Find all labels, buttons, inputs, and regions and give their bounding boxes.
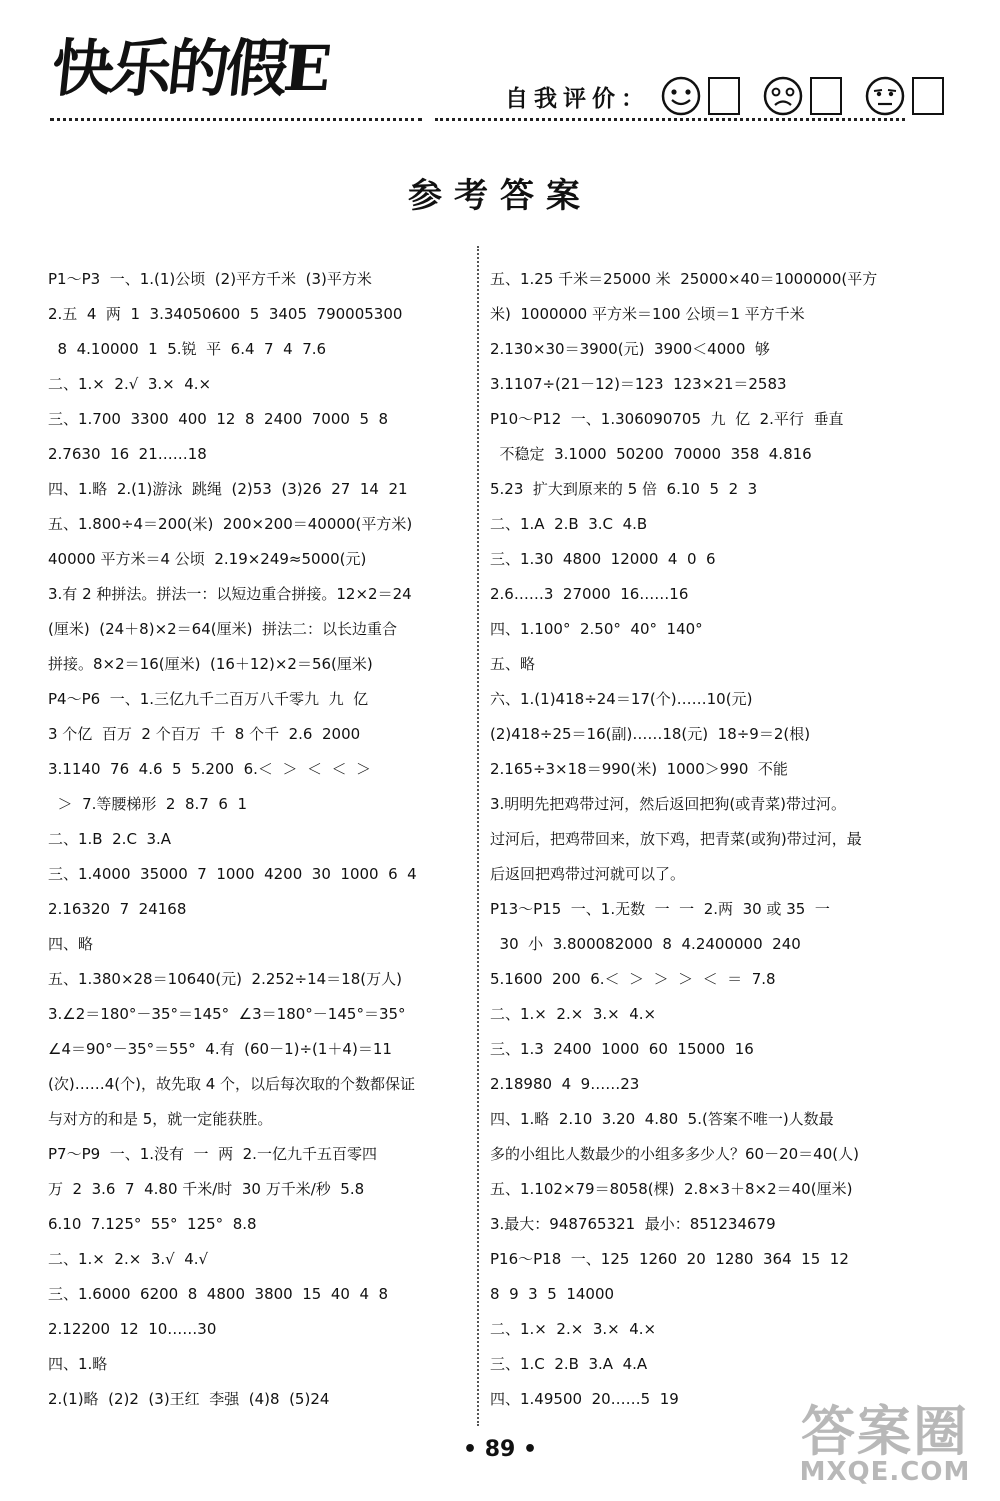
- answer-line: 五、略: [490, 655, 536, 673]
- watermark: [795, 1400, 975, 1487]
- book-logo: 快乐的假E: [48, 32, 332, 105]
- answer-line: 3.明明先把鸡带过河，然后返回把狗(或青菜)带过河。: [490, 795, 847, 813]
- answer-line: 6.10 7.125° 55° 125° 8.8: [48, 1215, 257, 1233]
- answer-line: 四、略: [48, 935, 94, 953]
- column-divider: [477, 246, 479, 1426]
- answer-line: 二、1.× 2.× 3.× 4.×: [490, 1320, 657, 1338]
- answer-line: 后返回把鸡带过河就可以了。: [490, 865, 686, 883]
- answer-line: 3.有 2 种拼法。拼法一：以短边重合拼接。12×2＝24: [48, 585, 412, 603]
- answer-line: 二、1.B 2.C 3.A: [48, 830, 172, 848]
- answer-line: 五、1.102×79＝8058(棵) 2.8×3＋8×2＝40(厘米): [490, 1180, 853, 1198]
- answer-line: 2.(1)略 (2)2 (3)王红 李强 (4)8 (5)24: [48, 1390, 330, 1408]
- answer-line: P10～P12 一、1.306090705 九 亿 2.平行 垂直: [490, 410, 844, 428]
- answer-line: 二、1.× 2.√ 3.× 4.×: [48, 375, 212, 393]
- watermark-text: 答案圈: [801, 1400, 969, 1463]
- answer-line: 二、1.A 2.B 3.C 4.B: [490, 515, 648, 533]
- answer-line: 三、1.30 4800 12000 4 0 6: [490, 550, 716, 568]
- answer-line: 3.1140 76 4.6 5 5.200 6.＜ ＞ ＜ ＜ ＞: [48, 760, 372, 778]
- answer-line: 3.∠2＝180°－35°＝145° ∠3＝180°－145°＝35°: [48, 1005, 406, 1023]
- answer-line: 四、1.略 2.(1)游泳 跳绳 (2)53 (3)26 27 14 21: [48, 480, 408, 498]
- answer-line: (厘米) (24＋8)×2＝64(厘米) 拼法二：以长边重合: [48, 620, 398, 638]
- answer-line: 3.最大：948765321 最小：851234679: [490, 1215, 776, 1233]
- answer-line: 四、1.略 2.10 3.20 4.80 5.(答案不唯一)人数最: [490, 1110, 834, 1128]
- answer-line: P13～P15 一、1.无数 一 一 2.两 30 或 35 一: [490, 900, 830, 918]
- answer-line: 二、1.× 2.× 3.× 4.×: [490, 1005, 657, 1023]
- answer-line: 不稳定 3.1000 50200 70000 358 4.816: [490, 445, 812, 463]
- answer-line: 三、1.6000 6200 8 4800 3800 15 40 4 8: [48, 1285, 389, 1303]
- sad-face-icon: [762, 75, 804, 117]
- self-evaluation-label: 自我评价：: [505, 84, 650, 112]
- sad-check-box[interactable]: [810, 77, 842, 115]
- answer-line: 8 4.10000 1 5.锐 平 6.4 7 4 7.6: [48, 340, 327, 358]
- answers-left-column: [48, 262, 468, 1417]
- answer-line: 2.18980 4 9……23: [490, 1075, 640, 1093]
- answer-line: 2.6……3 27000 16……16: [490, 585, 689, 603]
- answer-line: 40000 平方米＝4 公顷 2.19×249≈5000(元): [48, 550, 367, 568]
- answer-line: 二、1.× 2.× 3.√ 4.√: [48, 1250, 209, 1268]
- answer-line: 四、1.略: [48, 1355, 108, 1373]
- answers-right-column: [490, 262, 940, 1417]
- answer-line: 四、1.100° 2.50° 40° 140°: [490, 620, 703, 638]
- answer-line: 8 9 3 5 14000: [490, 1285, 615, 1303]
- answer-line: P4～P6 一、1.三亿九千二百万八千零九 九 亿: [48, 690, 369, 708]
- answer-line: (2)418÷25＝16(副)……18(元) 18÷9＝2(根): [490, 725, 811, 743]
- header-dotted-rule-right: [435, 118, 905, 121]
- answer-line: ∠4＝90°－35°＝55° 4.有 (60－1)÷(1＋4)＝11: [48, 1040, 392, 1058]
- answer-line: 三、1.3 2400 1000 60 15000 16: [490, 1040, 754, 1058]
- answer-line: 与对方的和是 5，就一定能获胜。: [48, 1110, 273, 1128]
- answer-line: 3.1107÷(21－12)＝123 123×21＝2583: [490, 375, 787, 393]
- happy-check-box[interactable]: [708, 77, 740, 115]
- answer-line: 过河后，把鸡带回来，放下鸡，把青菜(或狗)带过河，最: [490, 830, 862, 848]
- answer-line: 2.16320 7 24168: [48, 900, 187, 918]
- answer-line: ＞ 7.等腰梯形 2 8.7 6 1: [48, 795, 248, 813]
- answer-line: P1～P3 一、1.(1)公顷 (2)平方千米 (3)平方米: [48, 270, 372, 288]
- answer-line: 五、1.380×28＝10640(元) 2.252÷14＝18(万人): [48, 970, 402, 988]
- page-number: • 89 •: [462, 1437, 538, 1462]
- answer-line: 3 个亿 百万 2 个百万 千 8 个千 2.6 2000: [48, 725, 361, 743]
- answer-line: 多的小组比人数最少的小组多多少人？60－20＝40(人): [490, 1145, 859, 1163]
- answer-line: 米) 1000000 平方米＝100 公顷＝1 平方千米: [490, 305, 805, 323]
- answer-line: 五、1.25 千米＝25000 米 25000×40＝1000000(平方: [490, 270, 878, 288]
- happy-face-icon: [660, 75, 702, 117]
- answer-line: 万 2 3.6 7 4.80 千米/时 30 万千米/秒 5.8: [48, 1180, 365, 1198]
- answer-line: 五、1.800÷4＝200(米) 200×200＝40000(平方米): [48, 515, 413, 533]
- watermark-url: MXQE.COM: [799, 1457, 971, 1487]
- self-evaluation: [505, 74, 960, 118]
- answer-line: P7～P9 一、1.没有 一 两 2.一亿九千五百零四: [48, 1145, 377, 1163]
- page-title: 参考答案: [408, 176, 592, 216]
- answer-line: 四、1.49500 20……5 19: [490, 1390, 679, 1408]
- header-dotted-rule-left: [50, 118, 422, 121]
- answer-line: 三、1.700 3300 400 12 8 2400 7000 5 8: [48, 410, 389, 428]
- answer-line: 5.1600 200 6.＜ ＞ ＞ ＞ ＜ ＝ 7.8: [490, 970, 776, 988]
- answer-line: 六、1.(1)418÷24＝17(个)……10(元): [490, 690, 753, 708]
- answer-line: (次)……4(个)，故先取 4 个，以后每次取的个数都保证: [48, 1075, 416, 1093]
- answer-line: 2.五 4 两 1 3.34050600 5 3405 790005300: [48, 305, 403, 323]
- answer-line: 三、1.4000 35000 7 1000 4200 30 1000 6 4: [48, 865, 417, 883]
- answer-line: 5.23 扩大到原来的 5 倍 6.10 5 2 3: [490, 480, 758, 498]
- neutral-check-box[interactable]: [912, 77, 944, 115]
- answer-line: 2.7630 16 21……18: [48, 445, 207, 463]
- answer-line: 2.12200 12 10……30: [48, 1320, 217, 1338]
- answer-line: 三、1.C 2.B 3.A 4.A: [490, 1355, 648, 1373]
- neutral-face-icon: [864, 75, 906, 117]
- answer-line: 拼接。8×2＝16(厘米) (16＋12)×2＝56(厘米): [48, 655, 373, 673]
- answer-line: P16～P18 一、125 1260 20 1280 364 15 12: [490, 1250, 849, 1268]
- answer-line: 30 小 3.800082000 8 4.2400000 240: [490, 935, 801, 953]
- answer-line: 2.130×30＝3900(元) 3900＜4000 够: [490, 340, 770, 358]
- answer-line: 2.165÷3×18＝990(米) 1000＞990 不能: [490, 760, 788, 778]
